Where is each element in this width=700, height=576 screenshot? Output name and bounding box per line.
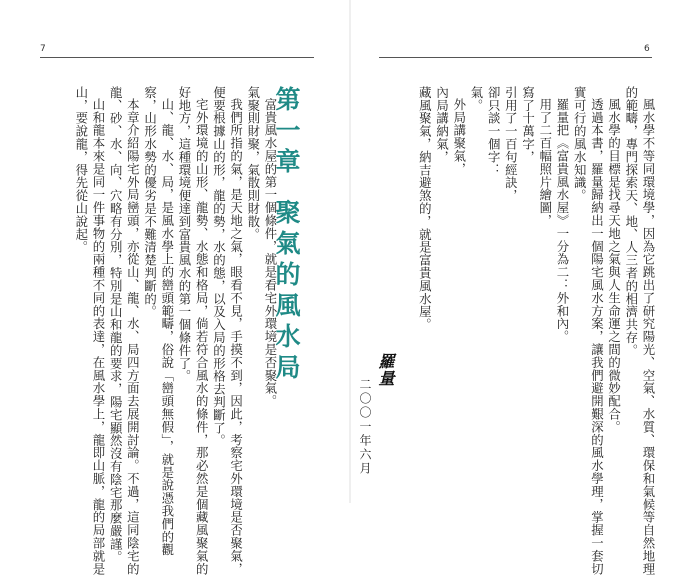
text-line: 羅量把《富貴風水屋》一分為二：外和內。 [554,98,570,344]
page-number: 6 [644,44,650,54]
text-line: 風水學不等同環境學，因為它跳出了研究陽光、空氣、水質、環保和氣候等自然地理 [641,98,656,576]
body-text-column [416,86,657,576]
text-line: 引用了一百句經訣， [503,86,519,203]
text-line: 我們所指的氣，是天地之氣，眼看不見，手摸不到，因此，考察宅外環境是否聚氣， [228,98,244,576]
right-page [351,0,700,576]
text-line: 卻只談一個字： [486,86,502,177]
text-line: 風水學的目標是找尋天地之氣與人生命運之間的微妙配合。 [606,98,622,434]
text-line: 龍、砂、水、向、穴略有分別，特別是山和龍的要求，陽宅顯然沒有陰宅那麼嚴謹。 [108,86,124,564]
chapter-name: 聚氣的風水局 [272,199,301,385]
chapter-title [268,86,304,385]
header-rule [40,57,314,58]
text-line: 便要根據山的形，龍的勢，水的態，以及入局的形格去判斷了。 [211,86,227,448]
author-signature: 羅量 [376,353,395,387]
text-line: 山、龍、水、局，是風水學上的巒頭範疇，俗說「巒頭無假」，就是說憑我們的觀 [159,98,175,557]
date-line: 二〇〇一年六月 [358,378,372,476]
text-line: 實可行的風水知識。 [572,86,588,203]
text-line: 透過本書，羅量歸納出一個陽宅風水方案，讓我們避開艱深的風水學理，掌握一套切 [589,98,605,576]
body-text-column [73,86,279,576]
left-page [0,0,349,576]
text-line: 外局講聚氣， [451,98,467,176]
text-line: 富貴風水屋的第一個條件，就是看宅外環境是否聚氣。 [263,98,278,408]
text-line: 察，山形水勢的優劣是不難清楚判斷的。 [142,86,158,319]
text-line: 山，要說龍，得先從山說起。 [73,86,89,254]
text-line: 內局講納氣， [434,86,450,164]
page-number: 7 [40,44,46,54]
text-line: 氣。 [468,86,484,112]
text-line: 本章介紹陽宅外局巒頭，亦從山、龍、水、局四方面去展開討論。不過，這同陰宅的 [125,98,141,576]
text-line: 的範疇，專門探索天、地、人三者的相濟共存。 [623,86,639,357]
text-line: 藏風聚氣，納吉避煞的，就是富貴風水屋。 [417,86,433,332]
text-line: 用了二百幅照片繪圖， [537,98,553,228]
text-line: 宅外環境的山形、龍勢、水態和格局，倘若符合風水的條件，那必然是個藏風聚氣的 [194,98,210,576]
text-line: 氣聚則財聚，氣散則財散。 [245,86,261,241]
text-line: 寫了十萬字， [520,86,536,164]
header-rule [379,57,652,58]
chapter-number: 第一章 [272,86,301,179]
text-line: 山和龍本來是同一件事物的兩種不同的表達，在風水學上，龍即山脈，龍的局部就是 [90,98,106,576]
text-line: 好地方，這種環境便達到富貴風水的第一個條件了。 [176,86,192,383]
